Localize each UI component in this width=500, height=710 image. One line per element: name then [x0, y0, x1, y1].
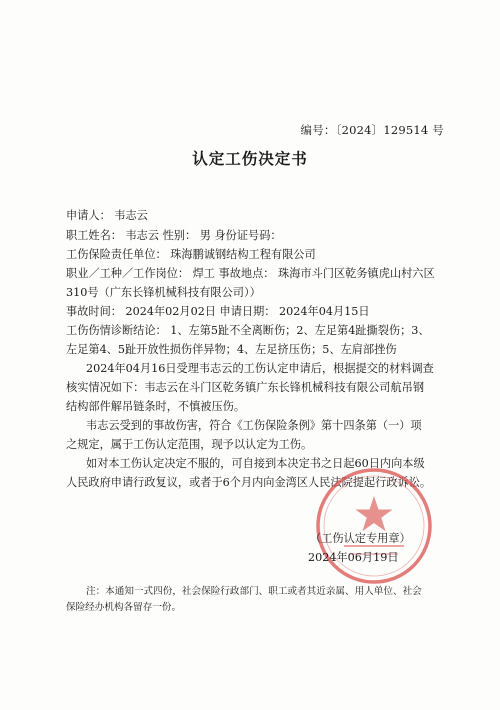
employer-line: 工伤保险责任单位： 珠海鹏诚钢结构工程有限公司 — [66, 248, 316, 261]
employee-info-line: 职工姓名： 韦志云 性别： 男 身份证号码： — [66, 229, 282, 242]
diagnosis-line-1: 工伤伤情诊断结论： 1、左第5趾不全离断伤；2、左足第4趾撕裂伤；3、 — [66, 324, 430, 337]
diagnosis-line-2: 左足第4、5趾开放性损伤伴异物；4、左足挤压伤；5、左肩部挫伤 — [66, 343, 397, 356]
footnote-line-1: 注：本通知一式四份，社会保险行政部门、职工或者其近亲属、用人单位、社会 — [86, 586, 422, 597]
appeal-paragraph-line-1: 如对本工伤认定决定不服的，可自接到本决定书之日起60日内向本级 — [86, 457, 425, 470]
seal-label: （工伤认定专用章） — [310, 532, 411, 545]
accident-time-line: 事故时间： 2024年02月02日 申请日期： 2024年04月15日 — [66, 305, 370, 318]
job-location-line-continued: 310号（广东长锋机械科技有限公司）） — [66, 286, 261, 299]
findings-paragraph-line-1: 2024年04月16日受理韦志云的工伤认定申请后，根据提交的材料调查 — [86, 362, 434, 375]
footnote-line-2: 保险经办机构各留存一份。 — [66, 602, 182, 613]
decision-paragraph-line-1: 韦志云受到的事故伤害，符合《工伤保险条例》第十四条第（一）项 — [86, 419, 422, 432]
appeal-paragraph-line-2: 人民政府申请行政复议，或者于6个月内向金湾区人民法院提起行政诉讼。 — [66, 476, 432, 489]
decision-paragraph-line-2: 之规定，属于工伤认定范围，现予以认定为工伤。 — [66, 438, 313, 451]
seal-date: 2024年06月19日 — [308, 551, 399, 564]
document-number: 编号：〔2024〕129514 号 — [300, 123, 444, 137]
job-location-line: 职业／工种／工作岗位： 焊工 事故地点： 珠海市斗门区乾务镇虎山村六区 — [66, 267, 435, 280]
findings-paragraph-line-3: 结构部件解吊链条时，不慎被压伤。 — [66, 400, 246, 413]
findings-paragraph-line-2: 核实情况如下：韦志云在斗门区乾务镇广东长锋机械科技有限公司航吊钢 — [66, 381, 425, 394]
applicant-line: 申请人： 韦志云 — [66, 209, 148, 222]
document-title: 认定工伤决定书 — [192, 149, 308, 168]
